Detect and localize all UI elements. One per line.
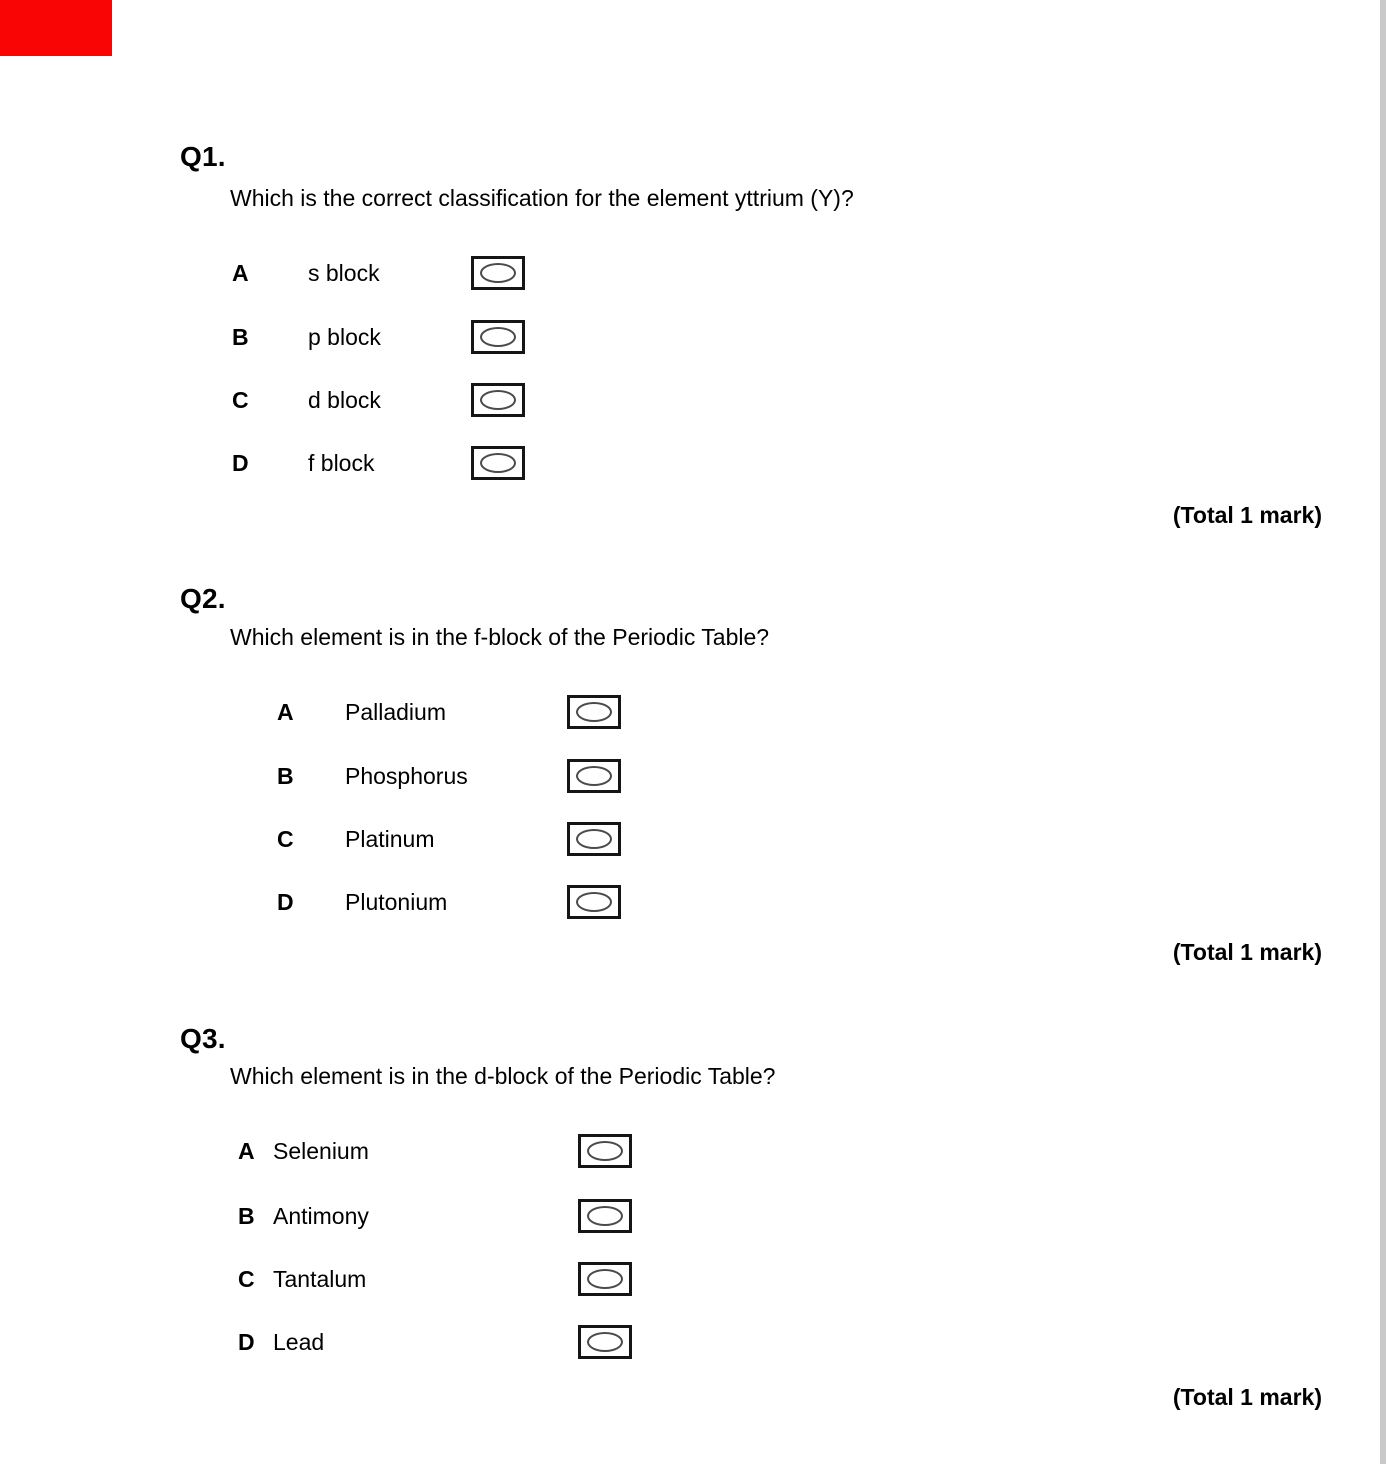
option-letter: A [277, 699, 294, 725]
option-letter: D [238, 1329, 255, 1355]
answer-checkbox[interactable] [578, 1134, 632, 1168]
option-label: Plutonium [345, 889, 448, 915]
answer-checkbox[interactable] [578, 1262, 632, 1296]
option-label: Selenium [273, 1138, 369, 1164]
total-marks: (Total 1 mark) [1172, 502, 1322, 528]
option-letter: C [277, 826, 294, 852]
option-letter: D [277, 889, 294, 915]
option-letter: D [232, 450, 249, 476]
option-row [0, 822, 1386, 856]
option-label: Tantalum [273, 1266, 367, 1292]
oval-mark-icon [587, 1269, 623, 1289]
option-label: p block [308, 324, 381, 350]
total-marks: (Total 1 mark) [1172, 939, 1322, 965]
oval-mark-icon [587, 1206, 623, 1226]
option-row [0, 320, 1386, 354]
option-label: Antimony [273, 1203, 369, 1229]
answer-checkbox[interactable] [471, 383, 525, 417]
option-label: Phosphorus [345, 763, 468, 789]
oval-mark-icon [480, 327, 516, 347]
option-label: s block [308, 260, 380, 286]
option-label: Platinum [345, 826, 435, 852]
answer-checkbox[interactable] [471, 446, 525, 480]
oval-mark-icon [587, 1332, 623, 1352]
page-edge-line [1380, 0, 1386, 1464]
answer-checkbox[interactable] [567, 695, 621, 729]
option-label: f block [308, 450, 375, 476]
oval-mark-icon [576, 766, 612, 786]
answer-checkbox[interactable] [567, 822, 621, 856]
option-row [0, 383, 1386, 417]
option-row [0, 885, 1386, 919]
answer-checkbox[interactable] [471, 256, 525, 290]
option-letter: A [238, 1138, 255, 1164]
question-number: Q1. [180, 141, 226, 172]
answer-checkbox[interactable] [567, 885, 621, 919]
option-letter: B [277, 763, 294, 789]
option-letter: A [232, 260, 249, 286]
question-number: Q2. [180, 583, 226, 614]
option-row [0, 1262, 1386, 1296]
option-row [0, 1199, 1386, 1233]
oval-mark-icon [480, 453, 516, 473]
total-marks: (Total 1 mark) [1172, 1384, 1322, 1410]
option-label: d block [308, 387, 381, 413]
option-letter: C [238, 1266, 255, 1292]
question-text: Which element is in the f-block of the Periodic Table? [230, 624, 770, 650]
oval-mark-icon [576, 829, 612, 849]
option-label: Palladium [345, 699, 446, 725]
oval-mark-icon [480, 390, 516, 410]
oval-mark-icon [480, 263, 516, 283]
answer-checkbox[interactable] [567, 759, 621, 793]
red-marker-block [0, 0, 112, 56]
oval-mark-icon [576, 892, 612, 912]
question-text: Which element is in the d-block of the Periodic Table? [230, 1063, 776, 1089]
answer-checkbox[interactable] [471, 320, 525, 354]
oval-mark-icon [576, 702, 612, 722]
option-row [0, 1325, 1386, 1359]
option-row [0, 1134, 1386, 1168]
option-letter: C [232, 387, 249, 413]
option-row [0, 759, 1386, 793]
option-letter: B [232, 324, 249, 350]
question-number: Q3. [180, 1023, 226, 1054]
option-label: Lead [273, 1329, 325, 1355]
answer-checkbox[interactable] [578, 1325, 632, 1359]
oval-mark-icon [587, 1141, 623, 1161]
option-letter: B [238, 1203, 255, 1229]
option-row [0, 446, 1386, 480]
option-row [0, 695, 1386, 729]
question-text: Which is the correct classification for the element yttrium (Y)? [230, 185, 854, 211]
option-row [0, 256, 1386, 290]
answer-checkbox[interactable] [578, 1199, 632, 1233]
